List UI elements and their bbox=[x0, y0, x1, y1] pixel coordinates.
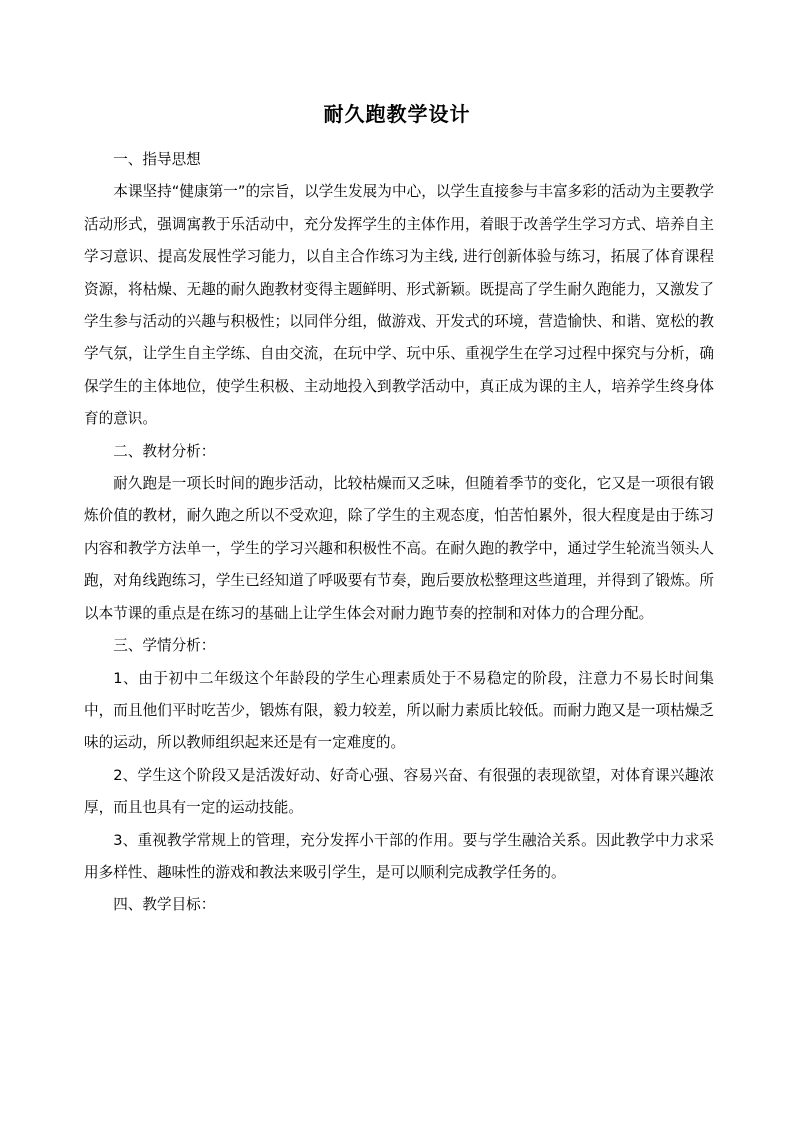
paragraph-student-analysis-3: 3、重视教学常规上的管理，充分发挥小干部的作用。要与学生融洽关系。因此教学中力求采用多样性、趣味性的游戏和教法来吸引学生，是可以顺利完成教学任务的。 bbox=[84, 831, 714, 881]
paragraph-guiding-ideology: 本课坚持“健康第一”的宗旨，以学生发展为中心，以学生直接参与丰富多彩的活动为主要教学活动形式，强调寓教于乐活动中，充分发挥学生的主体作用，着眼于改善学生学习方式、培养自主学习意识、提高发展性学习能力，以自主合作练习为主线, 进行创新体验与练习，拓展了体育课程资源，将枯燥、无趣的耐久跑教材变得主题鲜明、形式新颖。既提高了学生耐久跑能力，又激发了学生参与活动的兴趣与积极性；以同伴分组，做游戏、开发式的环境，营造愉快、和谐、宽松的教学气氛，让学生自主学练、自由交流，在玩中学、玩中乐、重视学生在学习过程中探究与分析，确保学生的主体地位，使学生积极、主动地投入到教学活动中，真正成为课的主人，培养学生终身体育的意识。 bbox=[84, 183, 714, 428]
paragraph-material-analysis: 耐久跑是一项长时间的跑步活动，比较枯燥而又乏味，但随着季节的变化，它又是一项很有锻炼价值的教材，耐久跑之所以不受欢迎，除了学生的主观态度，怕苦怕累外，很大程度是由于练习内容和教学方法单一，学生的学习兴趣和积极性不高。在耐久跑的教学中，通过学生轮流当领头人跑，对角线跑练习，学生已经知道了呼吸要有节奏，跑后要放松整理这些道理，并得到了锻炼。所以本节课的重点是在练习的基础上让学生体会对耐力跑节奏的控制和对体力的合理分配。 bbox=[84, 475, 714, 622]
paragraph-student-analysis-1: 1、由于初中二年级这个年龄段的学生心理素质处于不易稳定的阶段，注意力不易长时间集中，而且他们平时吃苦少，锻炼有限，毅力较差，所以耐力素质比较低。而耐力跑又是一项枯燥乏味的运动，所以教师组织起来还是有一定难度的。 bbox=[84, 669, 714, 752]
document-title: 耐久跑教学设计 bbox=[323, 102, 471, 126]
section-heading-teaching-goals: 四、教学目标： bbox=[113, 896, 216, 914]
document-body bbox=[84, 144, 714, 922]
paragraph-student-analysis-2: 2、学生这个阶段又是活泼好动、好奇心强、容易兴奋、有很强的表现欲望，对体育课兴趣浓厚，而且也具有一定的运动技能。 bbox=[84, 766, 714, 817]
section-heading-material-analysis: 二、教材分析： bbox=[113, 442, 216, 460]
section-heading-student-analysis: 三、学情分析： bbox=[113, 637, 216, 655]
section-heading-guiding-ideology: 一、指导思想 bbox=[113, 151, 201, 168]
